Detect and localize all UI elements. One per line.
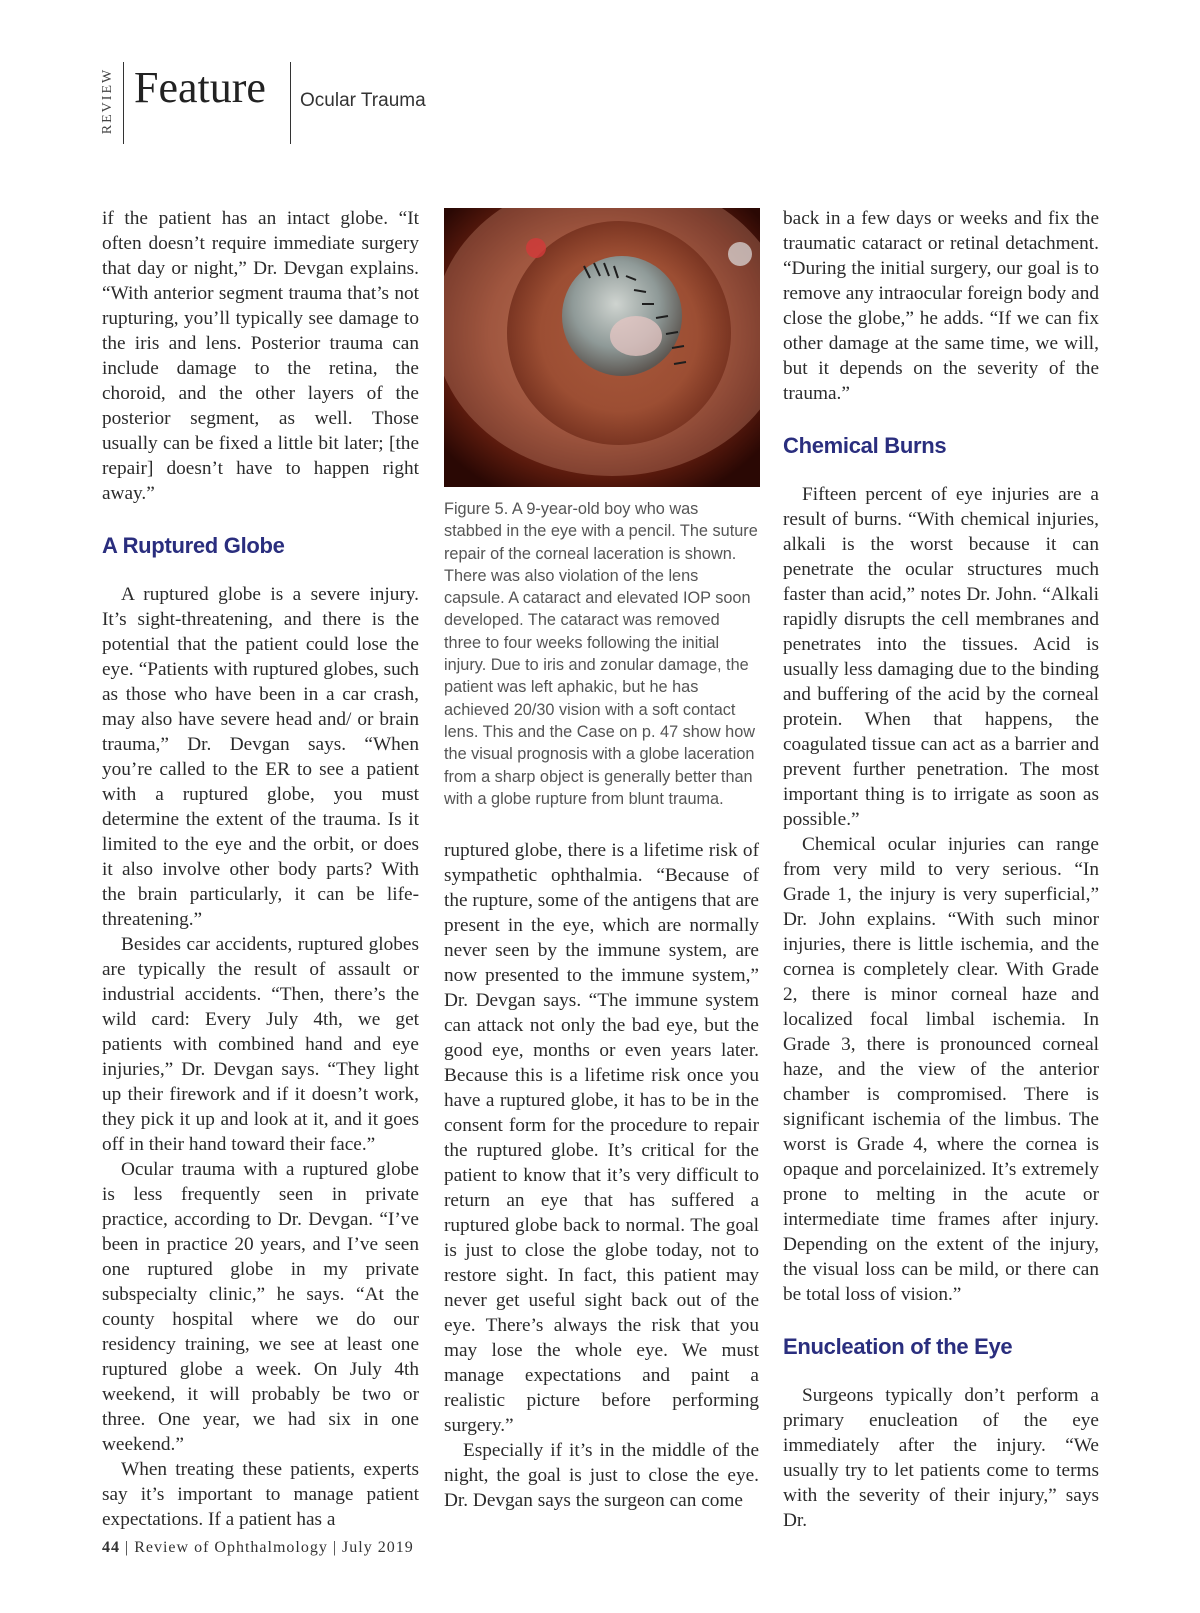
page-number: 44 <box>102 1539 120 1556</box>
paragraph: Fifteen percent of eye injuries are a result of burns. “With chemical injuries, alkali is the worst because it can penetrate the ocular structures much faster than acid,” notes Dr. John. “Alkali rapidly disrupts the cell membranes and penetrates into the tissues. Acid is usually less damaging due to the binding and buffering of the acid by the corneal protein. When that happens, the coagulated tissue can act as a barrier and prevent further penetration. The most important thing is to irrigate as soon as possible.” <box>783 484 1099 830</box>
article-column-3 <box>783 206 1099 1533</box>
page-footer <box>102 1539 414 1557</box>
publication-name: Review of Ophthalmology <box>134 1539 328 1556</box>
paragraph: Besides car accidents, ruptured globes are typically the result of assault or industrial accidents. “Then, there’s the wild card: Every July 4th, we get patients with combined hand and eye injuries,” Dr. Devgan says. “They light up their firework and if it doesn’t work, they pick it up and look at it, and it goes off in their hand toward their face.” <box>102 934 419 1155</box>
paragraph: A ruptured globe is a severe injury. It’s sight-threatening, and there is the potential that the patient could lose the eye. “Patients with ruptured globes, such as those who have been in a car crash, may also have severe head and/ or brain trauma,” Dr. Devgan says. “When you’re called to the ER to see a patient with a ruptured globe, you must determine the extent of the trauma. Is it limited to the eye and the orbit, or does it also involve other body parts? With the brain particularly, it can be life-threatening.” <box>102 584 419 930</box>
paragraph: back in a few days or weeks and fix the traumatic cataract or retinal detachment. “During the initial surgery, our goal is to remove any intraocular foreign body and close the globe,” he adds. “If we can fix other damage at the same time, we will, but it depends on the severity of the trauma.” <box>783 208 1099 404</box>
feature-label: Feature <box>134 63 266 112</box>
footer-separator: | <box>332 1539 338 1556</box>
section-heading: Enucleation of the Eye <box>783 1334 1013 1359</box>
header-divider <box>290 62 291 144</box>
figure-photo-eye <box>444 208 760 487</box>
article-column-2 <box>444 838 759 1513</box>
paragraph: if the patient has an intact globe. “It often doesn’t require immediate surgery that day or night,” Dr. Devgan explains. “With anterior segment trauma that’s not rupturing, you’ll typically see damage to the iris and lens. Posterior trauma can include damage to the retina, the choroid, and the other layers of the posterior segment, as well. Those usually can be fixed a little bit later; [the repair] doesn’t have to happen right away.” <box>102 208 419 504</box>
article-column-1 <box>102 206 419 1532</box>
section-label: Ocular Trauma <box>300 90 426 111</box>
section-heading: Chemical Burns <box>783 433 947 458</box>
paragraph: Chemical ocular injuries can range from very mild to very serious. “In Grade 1, the injury is very superficial,” Dr. John explains. “With such minor injuries, there is little ischemia, and the cornea is completely clear. With Grade 2, there is minor corneal haze and localized focal limbal ischemia. In Grade 3, there is pronounced corneal haze, and the view of the anterior chamber is compromised. There is significant ischemia of the limbus. The worst is Grade 4, where the cornea is opaque and porcelainized. It’s extremely prone to melting in the acute or intermediate time frames after injury. Depending on the extent of the injury, the visual loss can be mild, or there can be total loss of vision.” <box>783 834 1099 1305</box>
review-vertical-label: REVIEW <box>100 67 115 135</box>
section-heading: A Ruptured Globe <box>102 533 285 558</box>
header-divider <box>123 62 124 144</box>
paragraph: When treating these patients, experts say it’s important to manage patient expectations. If a patient has a <box>102 1459 419 1530</box>
figure-caption: Figure 5. A 9-year-old boy who was stabbed in the eye with a pencil. The suture repair of the corneal laceration is shown. There was also violation of the lens capsule. A cataract and elevated IOP soon developed. The cataract was removed three to four weeks following the initial injury. Due to iris and zonular damage, the patient was left aphakic, but he has achieved 20/30 vision with a soft contact lens. This and the Case on p. 47 show how the visual prognosis with a globe laceration from a sharp object is generally better than with a globe rupture from blunt trauma. <box>444 500 758 808</box>
issue-date: July 2019 <box>342 1539 414 1556</box>
paragraph: Surgeons typically don’t perform a primary enucleation of the eye immediately after the injury. “We usually try to let patients come to terms with the severity of their injury,” says Dr. <box>783 1385 1099 1531</box>
footer-separator: | <box>125 1539 130 1556</box>
paragraph: Ocular trauma with a ruptured globe is less frequently seen in private practice, according to Dr. Devgan. “I’ve been in practice 20 years, and I’ve seen one ruptured globe in my private subspecialty clinic,” he says. “At the county hospital where we do our residency training, we see at least one ruptured globe a week. On July 4th weekend, it will probably be two or three. One year, we had six in one weekend.” <box>102 1159 419 1455</box>
paragraph: ruptured globe, there is a lifetime risk of sympathetic ophthalmia. “Because of the rupture, some of the antigens that are present in the eye, which are normally never seen by the immune system, are now presented to the immune system,” Dr. Devgan says. “The immune system can attack not only the bad eye, but the good eye, months or even years later. Because this is a lifetime risk once you have a ruptured globe, it has to be in the consent form for the procedure to repair the ruptured globe. It’s critical for the patient to know that it’s very difficult to return an eye that has suffered a ruptured globe back to normal. The goal is just to close the globe today, not to restore sight. In fact, this patient may never get useful sight back out of the eye. There’s always the risk that you may lose the whole eye. We must manage expectations and paint a realistic picture before performing surgery.” <box>444 840 759 1436</box>
paragraph: Especially if it’s in the middle of the night, the goal is just to close the eye. Dr. Devgan says the surgeon can come <box>444 1440 759 1511</box>
